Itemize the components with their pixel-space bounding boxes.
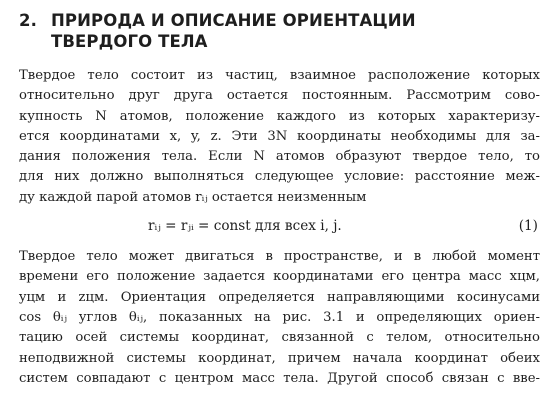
section-number: 2. — [19, 11, 37, 30]
text-line: ду каждой парой атомов rᵢⱼ остается неизменным — [19, 189, 367, 205]
text-line: неподвижной системы координат, причем начала координат обеих — [19, 350, 540, 366]
text-line: купность N атомов, положение каждого из которых характеризу- — [19, 108, 540, 124]
text-line: дания положения тела. Если N атомов образуют твердое тело, то — [19, 149, 540, 165]
text-line: cos θᵢⱼ углов θᵢⱼ, показанных на рис. 3.1 и определяющих ориен- — [19, 309, 540, 325]
equation — [19, 211, 540, 241]
text-line: для них должно выполняться следующее условие: расстояние меж- — [19, 169, 540, 185]
section-title-line: ТВЕРДОГО ТЕЛА — [51, 32, 208, 51]
text-line: Твердое тело может двигаться в пространстве, и в любой момент — [19, 249, 540, 265]
text-line: yцм и zцм. Ориентация определяется направляющими косинусами — [19, 289, 540, 305]
text-line: времени его положение задается координатами его центра масс xцм, — [19, 269, 540, 285]
section-title-line: ПРИРОДА И ОПИСАНИЕ ОРИЕНТАЦИИ — [51, 11, 416, 30]
text-line: Твердое тело состоит из частиц, взаимное расположение которых — [19, 68, 540, 83]
equation-number: (1) — [518, 218, 538, 235]
text-line: тацию осей системы координат, связанной с телом, относительно — [19, 330, 540, 346]
paragraph-2 — [19, 247, 540, 389]
paragraph-1 — [19, 66, 540, 208]
text-line: относительно друг друга остается постоянным. Рассмотрим сово- — [19, 88, 540, 104]
section-heading — [19, 10, 540, 52]
text-line: ется координатами x, y, z. Эти 3N координаты необходимы для за- — [19, 128, 540, 144]
section-title — [51, 10, 416, 52]
equation-expression: rᵢⱼ = rⱼᵢ = const для всех i, j. — [148, 218, 342, 235]
text-line: систем совпадают с центром масс тела. Другой способ связан с вве- — [19, 370, 540, 386]
